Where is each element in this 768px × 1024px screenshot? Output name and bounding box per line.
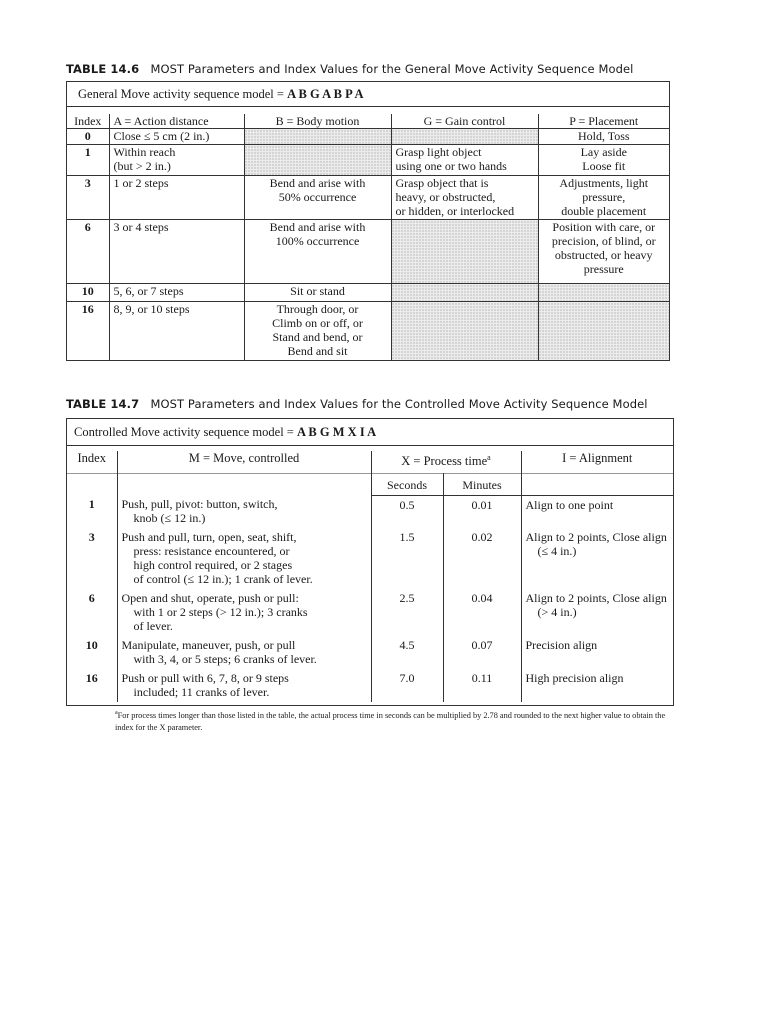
table2-cell-m-line: knob (≤ 12 in.) bbox=[133, 511, 206, 525]
table1-cell-a-line: 1 or 2 steps bbox=[113, 176, 169, 190]
table1-cell-p-line: Lay aside bbox=[580, 145, 627, 159]
table1-cell-a bbox=[109, 284, 244, 302]
table2-cell-index: 1 bbox=[88, 497, 95, 511]
table2-header-i: I = Alignment bbox=[521, 451, 673, 474]
table2-cell-index: 3 bbox=[88, 530, 95, 544]
table1-row bbox=[67, 302, 669, 361]
table1-caption-text: MOST Parameters and Index Values for the General Move Activity Sequence Model bbox=[150, 62, 634, 76]
table1-cell-b-line: 100% occurrence bbox=[275, 234, 360, 248]
table2-cell-m-line: Push or pull with 6, 7, 8, or 9 steps bbox=[121, 671, 289, 685]
table1-cell-b-line: Bend and arise with bbox=[269, 176, 366, 190]
table1-cell-g bbox=[391, 129, 538, 145]
table1-row bbox=[67, 176, 669, 220]
table1-cell-b-line: Through door, or bbox=[276, 302, 359, 316]
table1-cell-b bbox=[244, 220, 391, 284]
table1-cell-b-line: 50% occurrence bbox=[278, 190, 357, 204]
table2-cell-seconds: 2.5 bbox=[371, 589, 443, 636]
table1-row bbox=[67, 284, 669, 302]
table1-cell-p bbox=[538, 284, 669, 302]
table1-cell-p bbox=[538, 220, 669, 284]
table1-row bbox=[67, 145, 669, 176]
table2-cell-i-line: Align to 2 points, Close align bbox=[525, 591, 667, 605]
table2-row bbox=[67, 528, 673, 589]
table2-cell-m-line: included; 11 cranks of lever. bbox=[133, 685, 270, 699]
table2-cell-minutes: 0.02 bbox=[443, 528, 521, 589]
table1-cell-a bbox=[109, 145, 244, 176]
table1-cell-b-line: Climb on or off, or bbox=[272, 316, 363, 330]
table1-cell-index: 16 bbox=[67, 302, 109, 361]
table1-cell-a-line: (but > 2 in.) bbox=[113, 159, 171, 173]
table1-cell-b bbox=[244, 145, 391, 176]
table2-header-seconds: Seconds bbox=[371, 474, 443, 496]
table2-caption-text: MOST Parameters and Index Values for the Controlled Move Activity Sequence Model bbox=[150, 397, 648, 411]
table1-cell-b bbox=[244, 302, 391, 361]
table2-header-x-label: X = Process time bbox=[401, 454, 488, 469]
table2-cell-m-line: Push and pull, turn, open, seat, shift, bbox=[121, 530, 297, 544]
table1-cell-p bbox=[538, 129, 669, 145]
table2-cell-m-line: of lever. bbox=[133, 619, 173, 633]
table2-cell-seconds: 0.5 bbox=[371, 495, 443, 528]
table2-model-label: Controlled Move activity sequence model = bbox=[74, 425, 294, 439]
table1-cell-p-line: Loose fit bbox=[582, 159, 626, 173]
table2-row bbox=[67, 636, 673, 669]
table1-cell-p bbox=[538, 176, 669, 220]
table2-header-index: Index bbox=[77, 451, 106, 465]
table1-cell-p bbox=[538, 302, 669, 361]
table2-cell-m bbox=[117, 495, 371, 528]
table1-cell-index: 1 bbox=[67, 145, 109, 176]
table2-caption-number: TABLE 14.7 bbox=[66, 397, 140, 411]
table2-cell-m-line: with 3, 4, or 5 steps; 6 cranks of lever. bbox=[133, 652, 317, 666]
table2-cell-i bbox=[521, 495, 673, 528]
table1-model-row bbox=[78, 87, 363, 102]
table2-cell-i bbox=[521, 669, 673, 702]
table1-cell-a bbox=[109, 176, 244, 220]
table1-cell-p-line: precision, of blind, or bbox=[551, 234, 656, 248]
table1-caption-number: TABLE 14.6 bbox=[66, 62, 140, 76]
table2-cell-i bbox=[521, 589, 673, 636]
table2-cell-m-line: Manipulate, maneuver, push, or pull bbox=[121, 638, 296, 652]
table1-cell-b-line: Bend and sit bbox=[287, 344, 348, 358]
table2-cell-seconds: 4.5 bbox=[371, 636, 443, 669]
table2-cell-seconds: 1.5 bbox=[371, 528, 443, 589]
table2-cell-index: 16 bbox=[85, 671, 98, 685]
table2-cell-m bbox=[117, 528, 371, 589]
table2-cell-m-line: press: resistance encountered, or bbox=[133, 544, 290, 558]
table1-cell-p-line: Adjustments, light pressure, bbox=[559, 176, 649, 204]
table2-model-row bbox=[74, 425, 376, 440]
table2-cell-minutes: 0.01 bbox=[443, 495, 521, 528]
table1-row bbox=[67, 220, 669, 284]
table2-row bbox=[67, 495, 673, 528]
table1-cell-g bbox=[391, 302, 538, 361]
table1-model-code: A B G A B P A bbox=[287, 87, 364, 101]
table2 bbox=[67, 451, 673, 702]
table1-row bbox=[67, 129, 669, 145]
table1-cell-g-line: Grasp object that is bbox=[395, 176, 489, 190]
table1-cell-a-line: 3 or 4 steps bbox=[113, 220, 169, 234]
table2-cell-i-line: Align to 2 points, Close align bbox=[525, 530, 667, 544]
table1-header-a: A = Action distance bbox=[109, 114, 244, 129]
table2-cell-minutes: 0.07 bbox=[443, 636, 521, 669]
table1-cell-a-line: 8, 9, or 10 steps bbox=[113, 302, 190, 316]
table1-cell-p-line: double placement bbox=[561, 204, 647, 218]
table1-cell-a bbox=[109, 220, 244, 284]
table1-cell-g bbox=[391, 145, 538, 176]
table2-cell-seconds: 7.0 bbox=[371, 669, 443, 702]
table2-divider bbox=[67, 445, 673, 446]
table1-cell-p-line: Hold, Toss bbox=[577, 129, 630, 143]
table1-header-b: B = Body motion bbox=[244, 114, 391, 129]
table1-cell-p-line: Position with care, or bbox=[552, 220, 656, 234]
table2-header-x-sup: a bbox=[487, 453, 491, 462]
table1-cell-b-line: Sit or stand bbox=[290, 284, 345, 298]
table2-header-m: M = Move, controlled bbox=[117, 451, 371, 474]
table1-cell-index: 10 bbox=[67, 284, 109, 302]
table1-cell-index: 3 bbox=[67, 176, 109, 220]
table2-cell-m-line: Open and shut, operate, push or pull: bbox=[121, 591, 299, 605]
table1-divider bbox=[67, 106, 669, 107]
table1-cell-a-line: Close ≤ 5 cm (2 in.) bbox=[113, 129, 210, 143]
table1-cell-g-line: using one or two hands bbox=[395, 159, 507, 173]
table2-footnote-text: For process times longer than those listed in the table, the actual process time in seconds can be multiplied by 2.78 and rounded to the next higher value to obtain the index for the X parameter. bbox=[115, 710, 666, 732]
table1-cell-g-line: or hidden, or interlocked bbox=[395, 204, 515, 218]
table2-cell-m bbox=[117, 636, 371, 669]
table1-cell-b bbox=[244, 176, 391, 220]
table1 bbox=[67, 114, 669, 361]
table2-cell-i-line: (≤ 4 in.) bbox=[537, 544, 577, 558]
table1-cell-a-line: 5, 6, or 7 steps bbox=[113, 284, 184, 298]
table2-model-code: A B G M X I A bbox=[296, 425, 377, 439]
table2-cell-m-line: high control required, or 2 stages bbox=[133, 558, 293, 572]
table2-cell-i bbox=[521, 636, 673, 669]
table2-cell-i-line: Precision align bbox=[525, 638, 598, 652]
table1-header-index: Index bbox=[67, 114, 109, 129]
table2-cell-minutes: 0.04 bbox=[443, 589, 521, 636]
table1-cell-g-line: heavy, or obstructed, bbox=[395, 190, 496, 204]
table2-cell-minutes: 0.11 bbox=[443, 669, 521, 702]
table2-cell-i-line: Align to one point bbox=[525, 497, 614, 512]
table1-cell-index: 0 bbox=[67, 129, 109, 145]
table2-cell-m-line: with 1 or 2 steps (> 12 in.); 3 cranks bbox=[133, 605, 308, 619]
table1-cell-a bbox=[109, 129, 244, 145]
table1-cell-p-line: obstructed, or heavy bbox=[554, 248, 653, 262]
table2-cell-m bbox=[117, 669, 371, 702]
table1-cell-a-line: Within reach bbox=[113, 145, 176, 159]
table1-cell-p-line: pressure bbox=[583, 262, 624, 276]
table2-cell-i bbox=[521, 528, 673, 589]
table1-model-label: General Move activity sequence model = bbox=[78, 87, 284, 101]
table2-cell-index: 6 bbox=[88, 591, 95, 605]
table1-header-g: G = Gain control bbox=[391, 114, 538, 129]
table1-cell-b-line: Stand and bend, or bbox=[272, 330, 363, 344]
table2-cell-m-line: of control (≤ 12 in.); 1 crank of lever. bbox=[133, 572, 313, 586]
table1-header-p: P = Placement bbox=[538, 114, 669, 129]
table1-cell-b bbox=[244, 284, 391, 302]
table2-subheader-row bbox=[67, 474, 673, 496]
table1-caption bbox=[66, 62, 633, 76]
table2-cell-m-line: Push, pull, pivot: button, switch, bbox=[121, 497, 278, 511]
table2-header-x bbox=[371, 451, 521, 474]
table2-cell-m bbox=[117, 589, 371, 636]
table2-caption bbox=[66, 397, 648, 411]
table1-cell-a bbox=[109, 302, 244, 361]
table2-footnote bbox=[115, 707, 675, 734]
table2-row bbox=[67, 589, 673, 636]
table2-cell-index: 10 bbox=[85, 638, 98, 652]
table2-header-minutes: Minutes bbox=[443, 474, 521, 496]
table1-cell-b bbox=[244, 129, 391, 145]
table2-cell-i-line: High precision align bbox=[525, 671, 624, 685]
table2-row bbox=[67, 669, 673, 702]
table1-cell-g bbox=[391, 176, 538, 220]
table1-cell-index: 6 bbox=[67, 220, 109, 284]
table2-cell-i-line: (> 4 in.) bbox=[537, 605, 577, 619]
table2-footnote-mark: a bbox=[115, 710, 118, 716]
table1-cell-b-line: Bend and arise with bbox=[269, 220, 366, 234]
table1-cell-g bbox=[391, 220, 538, 284]
table2-header-row bbox=[67, 451, 673, 474]
table1-cell-p bbox=[538, 145, 669, 176]
table1-header-row bbox=[67, 114, 669, 129]
table1-cell-g bbox=[391, 284, 538, 302]
table1-cell-g-line: Grasp light object bbox=[395, 145, 482, 159]
